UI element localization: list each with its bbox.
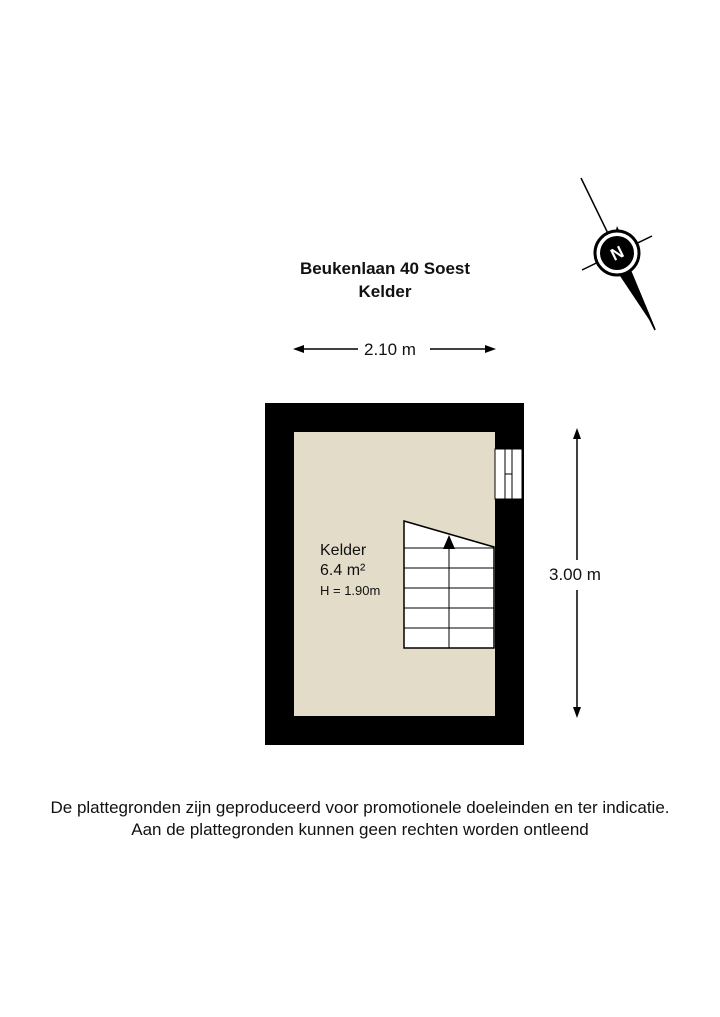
width-dimension-label: 2.10 m [364,340,416,359]
room-name: Kelder [320,542,367,559]
disclaimer-line-2: Aan de plattegronden kunnen geen rechten worden ontleend [131,820,589,839]
room-area: 6.4 m² [320,562,366,579]
height-dimension-label: 3.00 m [549,565,601,584]
window [495,449,522,499]
compass-north-icon [581,178,656,330]
room-ceiling-height: H = 1.90m [320,583,381,598]
plan-address-title: Beukenlaan 40 Soest [299,259,471,278]
plan-floor-title: Kelder [358,282,412,301]
compass-north-letter: N [607,242,627,265]
disclaimer-line-1: De plattegronden zijn geproduceerd voor promotionele doeleinden en ter indicatie. [50,798,670,817]
